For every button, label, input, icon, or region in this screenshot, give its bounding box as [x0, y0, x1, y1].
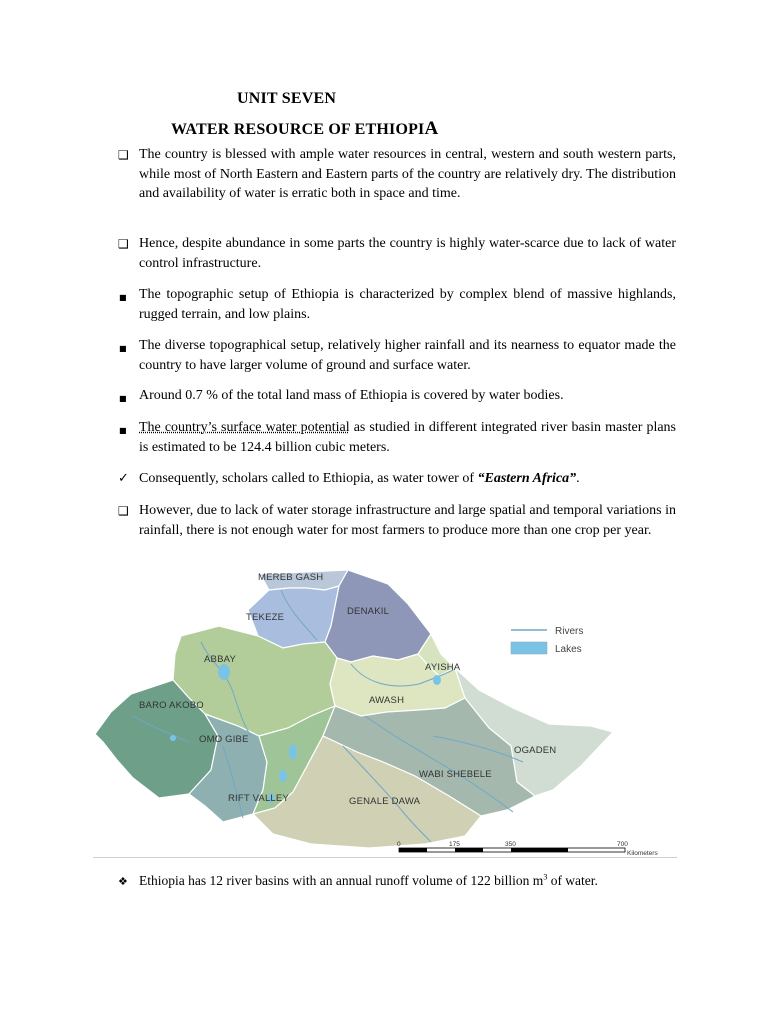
square-bullet-icon: ■: [119, 394, 127, 403]
bullet-item: [118, 418, 676, 457]
square-bullet-icon: ■: [119, 344, 127, 353]
scale-tick-350: 350: [505, 841, 516, 848]
bullet-item: [118, 285, 676, 324]
bullet-text: The topographic setup of Ethiopia is characterized by complex blend of massive highlands, rugged terrain, and low plains.: [139, 287, 676, 322]
unit-title: UNIT SEVEN: [237, 90, 337, 107]
map-legend: [511, 626, 583, 655]
bullet-text: Around 0.7 % of the total land mass of Ethiopia is covered by water bodies.: [139, 388, 564, 403]
map-label-wabi-shebele: WABI SHEBELE: [419, 769, 492, 780]
legend-rivers-label: Rivers: [555, 626, 584, 637]
legend-lakes-label: Lakes: [555, 644, 582, 655]
map-label-ayisha: AYISHA: [425, 662, 461, 673]
bullet-item: [118, 336, 676, 375]
bullet-text: However, due to lack of water storage infrastructure and large spatial and temporal variations in rainfall, there is not enough water for most farmers to produce more than one crop per year.: [139, 503, 676, 538]
superscript-3: 3: [543, 872, 548, 882]
map-label-awash: AWASH: [369, 695, 405, 706]
map-svg: [93, 566, 677, 857]
map-label-abbay: ABBAY: [204, 654, 236, 665]
checkbox-bullet-icon: ❑: [118, 148, 129, 162]
map-label-tekeze: TEKEZE: [246, 612, 285, 623]
square-bullet-icon: ■: [119, 426, 127, 435]
emphasized-phrase: “Eastern Africa”: [477, 471, 577, 486]
bullet-text: Hence, despite abundance in some parts the country is highly water-scarce due to lack of water control infrastructure.: [139, 236, 676, 271]
bullet-text: Consequently, scholars called to Ethiopia, as water tower of “Eastern Africa”.: [139, 471, 580, 486]
checkbox-bullet-icon: ❑: [118, 237, 129, 251]
bullet-item: [118, 386, 676, 406]
page-title: WATER RESOURCE OF ETHIOPIA: [171, 118, 439, 139]
summary-bullet: [118, 871, 678, 891]
map-label-genale-dawa: GENALE DAWA: [349, 796, 421, 807]
emphasized-phrase: The country’s surface water potential: [139, 420, 350, 435]
scale-tick-0: 0: [397, 841, 401, 848]
map-label-mereb-gash: MEREB GASH: [258, 572, 324, 583]
scale-tick-175: 175: [449, 841, 460, 848]
scale-tick-700: 700: [617, 841, 628, 848]
map-label-omo-gibe: OMO GIBE: [199, 734, 249, 745]
bullet-text: The country’s surface water potential as studied in different integrated river basin master plans is estimated to be 124.4 billion cubic meters.: [139, 420, 677, 455]
summary-text: Ethiopia has 12 river basins with an annual runoff volume of 122 billion $m^3$ of water.: [139, 872, 598, 888]
checkmark-bullet-icon: ✓: [118, 471, 129, 486]
map-label-baro-akobo: BARO AKOBO: [139, 700, 204, 711]
map-label-rift-valley: RIFT VALLEY: [228, 793, 289, 804]
bullet-text: The country is blessed with ample water resources in central, western and south western parts, while most of North Eastern and Eastern parts of the country are relatively dry. The distribution and availability of water is erratic both in space and time.: [139, 147, 676, 201]
bullet-item: [118, 469, 676, 489]
checkbox-bullet-icon: ❑: [118, 504, 129, 518]
bullet-item: [118, 234, 676, 273]
bullet-item: [118, 145, 676, 204]
square-bullet-icon: ■: [119, 293, 127, 302]
river-basin-map: [93, 566, 677, 858]
scale-bar: [397, 841, 658, 857]
legend-lake-swatch: [511, 642, 547, 654]
bullet-text: The diverse topographical setup, relatively higher rainfall and its nearness to equator made the country to have larger volume of ground and surface water.: [139, 338, 676, 373]
scale-unit: Kilometers: [627, 850, 658, 857]
bullet-item: [118, 501, 676, 540]
map-label-denakil: DENAKIL: [347, 606, 390, 617]
diamond-bullet-icon: ❖: [118, 875, 128, 888]
map-label-ogaden: OGADEN: [514, 745, 557, 756]
